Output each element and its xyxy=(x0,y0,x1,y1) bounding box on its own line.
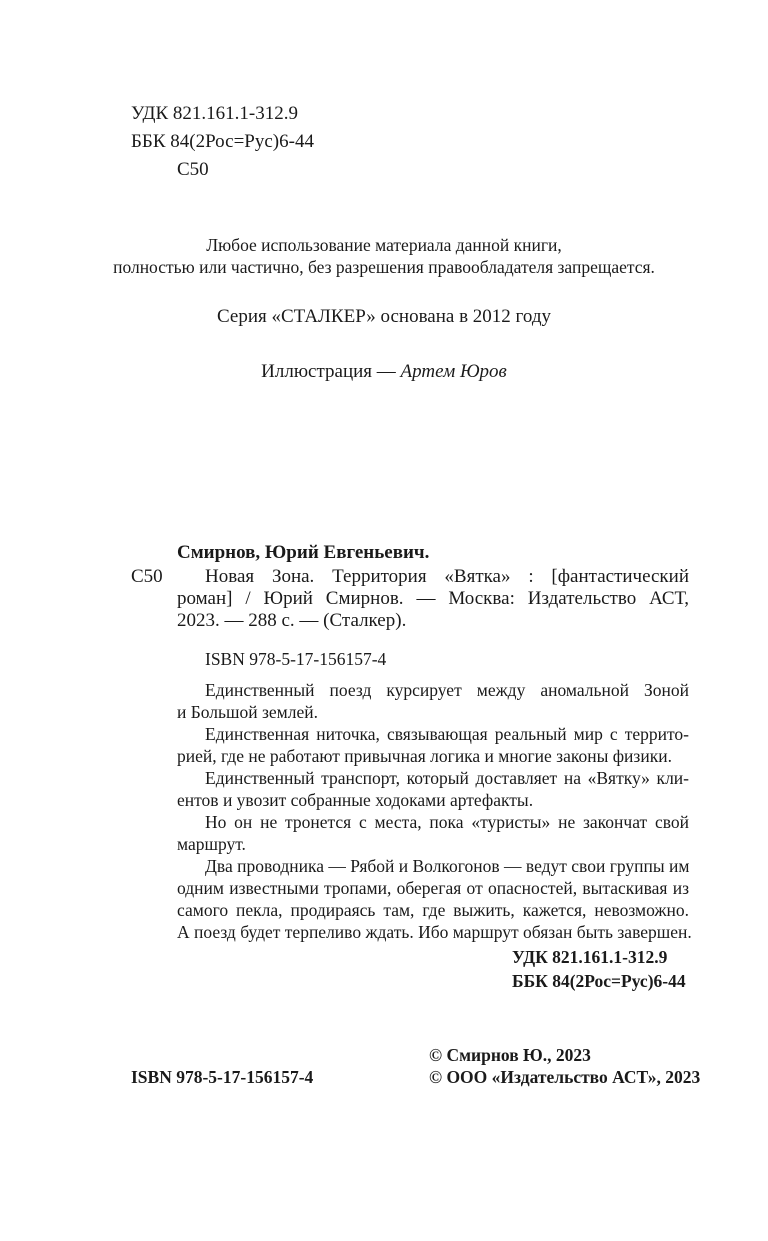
bottom-bbk: ББК 84(2Рос=Рус)6-44 xyxy=(512,971,686,991)
bib-line-2: роман] / Юрий Смирнов. — Москва: Издательство АСТ, xyxy=(177,588,689,609)
annotation-line: маршрут. xyxy=(177,834,246,854)
illustration-credit xyxy=(0,361,768,383)
annotation xyxy=(177,679,692,943)
notice-line-2: полностью или частично, без разрешения правообладателя запрещается. xyxy=(113,257,655,277)
author-mark: С50 xyxy=(177,159,209,180)
annotation-line: рией, где не работают привычная логика и многие законы физики. xyxy=(177,746,672,766)
bbk-code: ББК 84(2Рос=Рус)6-44 xyxy=(131,131,314,152)
illustration-artist: Артем Юров xyxy=(400,361,507,382)
bib-isbn: ISBN 978-5-17-156157-4 xyxy=(205,649,387,669)
annotation-line: Два проводника — Рябой и Волкогонов — ведут свои группы им xyxy=(205,856,690,876)
bottom-udk: УДК 821.161.1-312.9 xyxy=(512,947,668,967)
notice-line-1: Любое использование материала данной книги, xyxy=(206,235,562,255)
bib-description xyxy=(177,566,689,632)
bib-line-3: 2023. — 288 с. — (Сталкер). xyxy=(177,610,407,631)
copyright-author: © Смирнов Ю., 2023 xyxy=(429,1045,591,1065)
annotation-line: А поезд будет терпеливо ждать. Ибо маршрут обязан быть завершен. xyxy=(177,922,692,942)
annotation-line: Но он не тронется с места, пока «туристы» не закончат свой xyxy=(205,812,689,832)
annotation-line: ентов и увозит собранные ходоками артефакты. xyxy=(177,790,534,810)
author-heading: Смирнов, Юрий Евгеньевич. xyxy=(177,542,430,563)
annotation-line: Единственная ниточка, связывающая реальный мир с террито- xyxy=(205,724,689,744)
annotation-line: Единственный транспорт, который доставляет на «Вятку» кли- xyxy=(205,768,689,788)
series-line: Серия «СТАЛКЕР» основана в 2012 году xyxy=(217,306,551,327)
illustration-label: Иллюстрация — xyxy=(261,361,401,382)
bib-mark: С50 xyxy=(131,566,163,587)
annotation-line: Единственный поезд курсирует между аномальной Зоной xyxy=(205,680,689,700)
annotation-line: и Большой землей. xyxy=(177,702,318,722)
bib-line-1: Новая Зона. Территория «Вятка» : [фантастический xyxy=(205,566,689,587)
copyright-publisher: © ООО «Издательство АСТ», 2023 xyxy=(429,1067,701,1087)
annotation-line: одним известными тропами, оберегая от опасностей, вытаскивая из xyxy=(177,878,689,898)
udk-code: УДК 821.161.1-312.9 xyxy=(131,103,298,124)
footer-isbn: ISBN 978-5-17-156157-4 xyxy=(131,1067,314,1087)
annotation-line: самого пекла, продираясь там, где выжить, кажется, невозможно. xyxy=(177,900,689,920)
